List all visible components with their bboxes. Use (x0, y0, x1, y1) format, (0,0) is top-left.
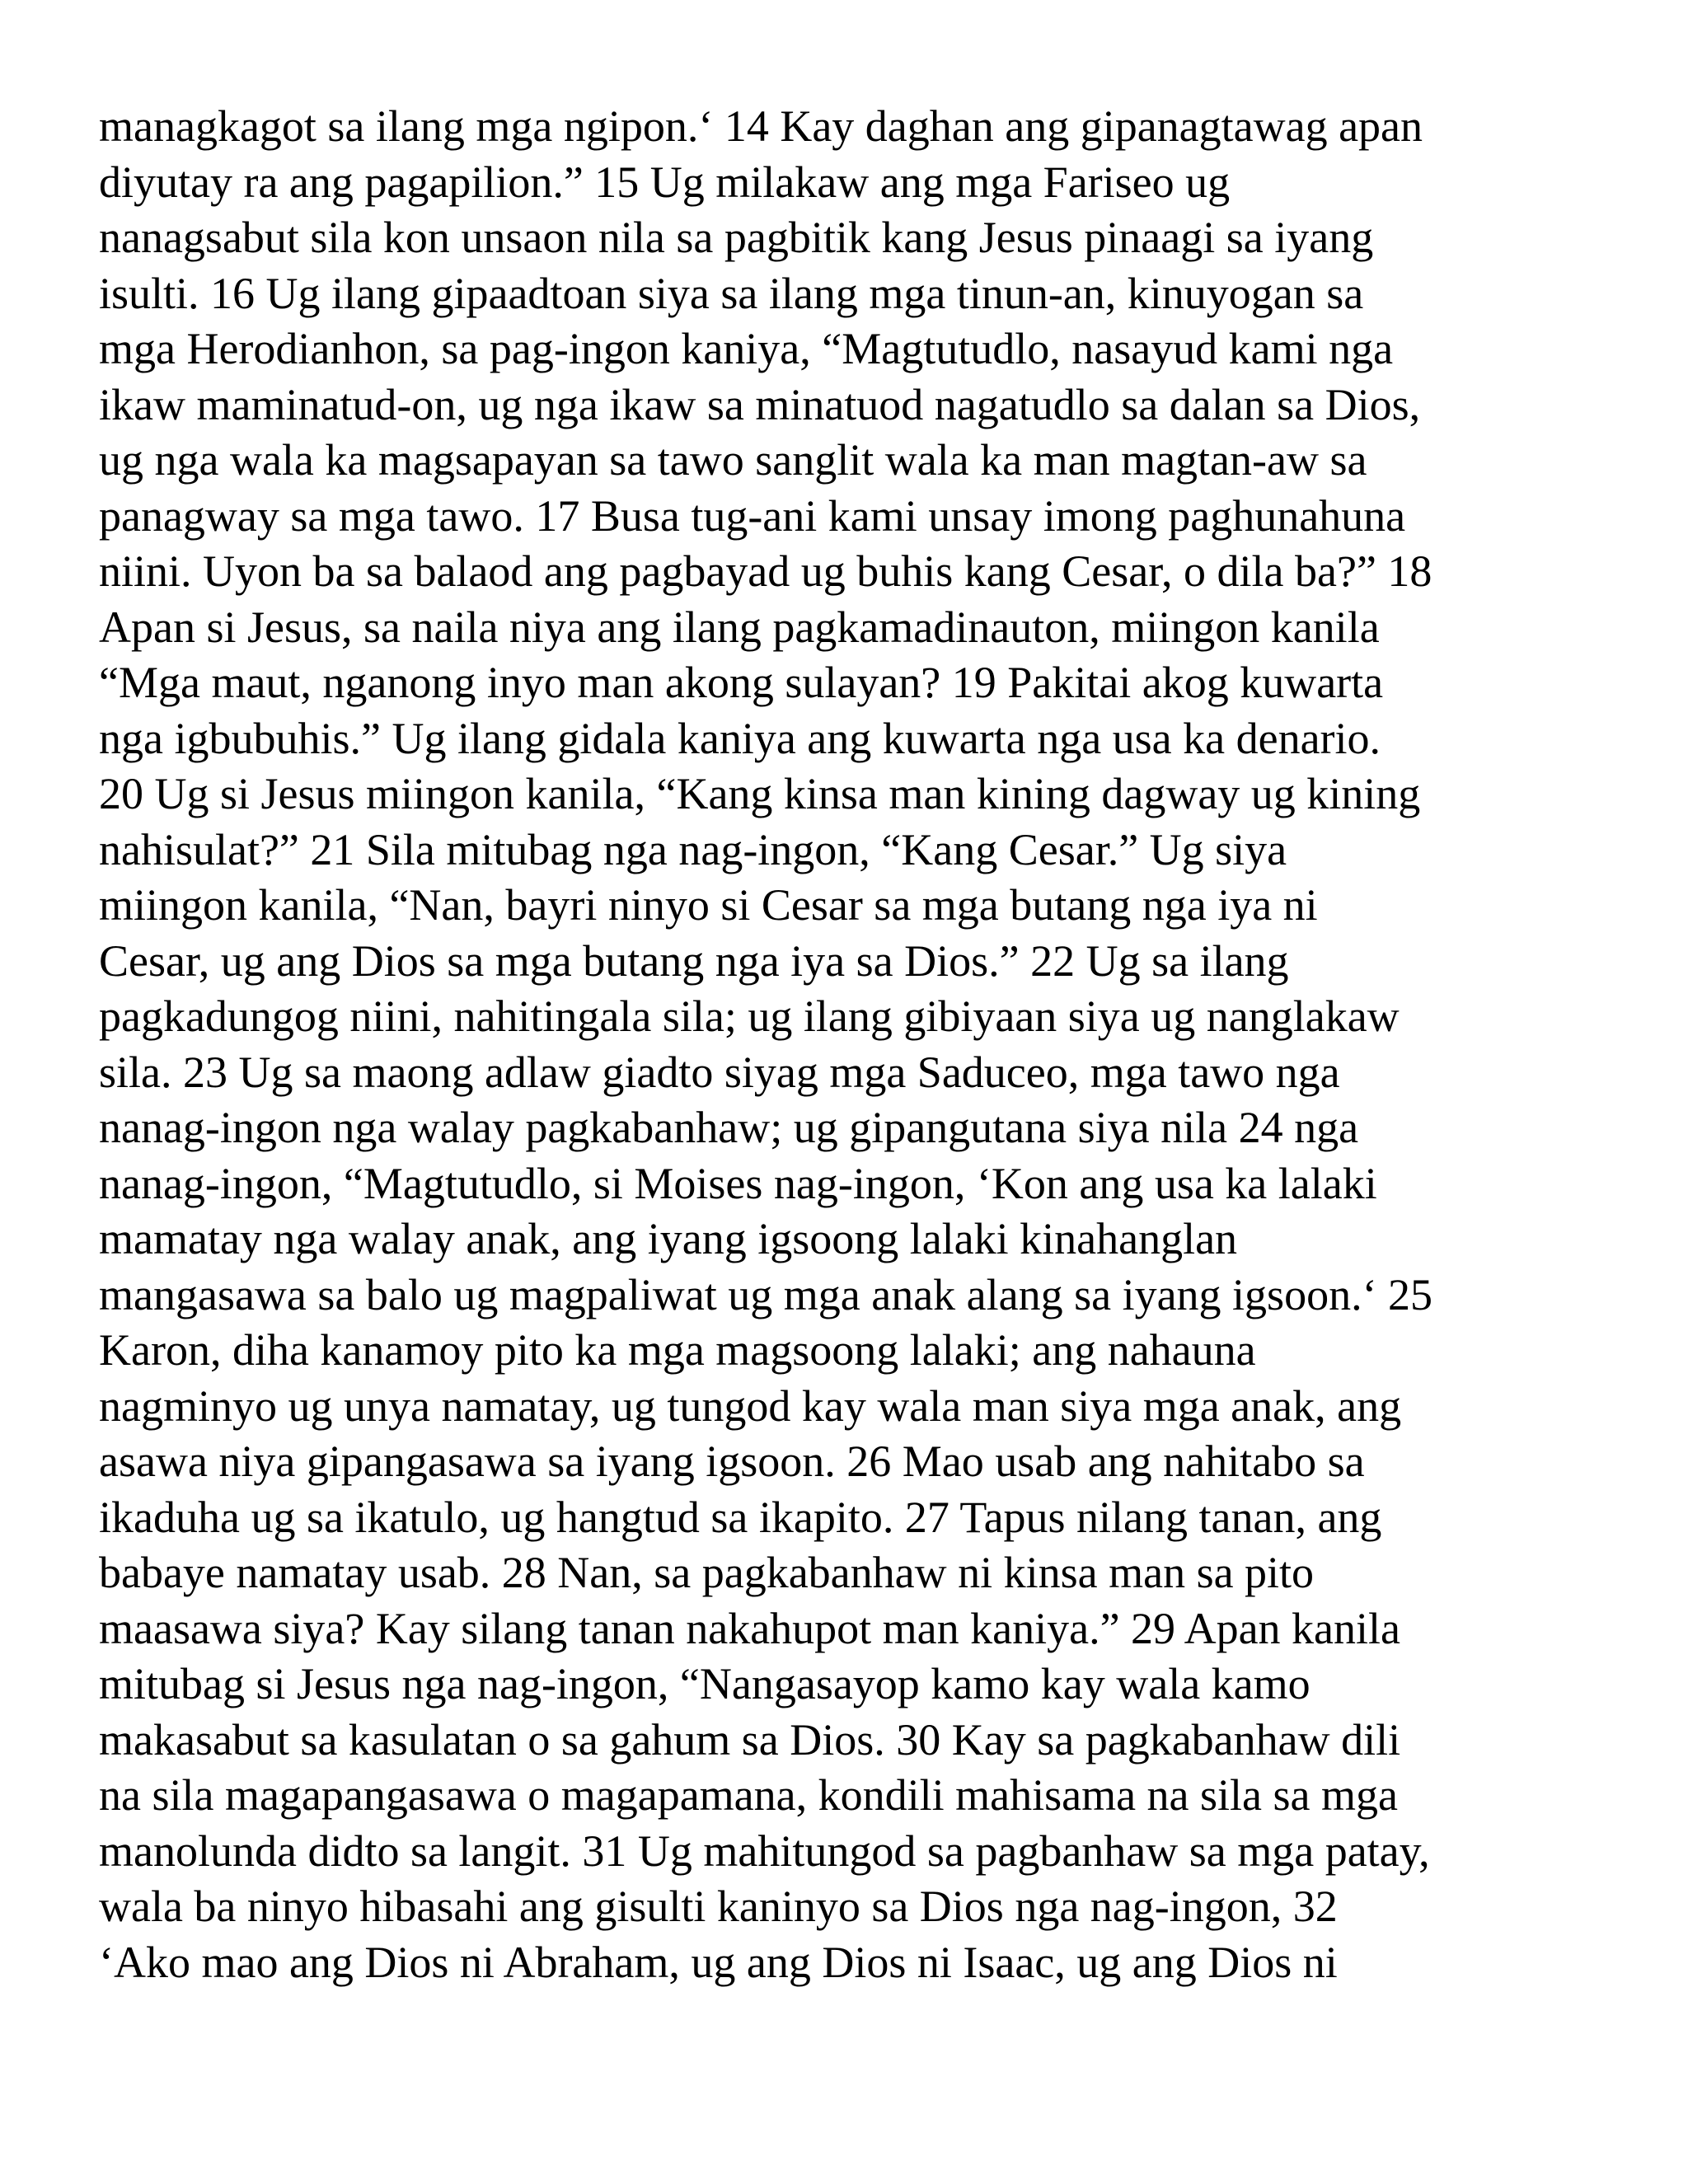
text-line: mitubag si Jesus nga nag-ingon, “Nangasayop kamo kay wala kamo (99, 1659, 1311, 1708)
text-line: Cesar, ug ang Dios sa mga butang nga iya sa Dios.” 22 Ug sa ilang (99, 935, 1289, 986)
text-line: ug nga wala ka magsapayan sa tawo sanglit wala ka man magtan-aw sa (99, 435, 1367, 485)
text-line: nagminyo ug unya namatay, ug tungod kay wala man siya mga anak, ang (99, 1380, 1402, 1431)
text-line: panagway sa mga tawo. 17 Busa tug-ani kami unsay imong paghunahuna (99, 490, 1406, 541)
text-line: nanag-ingon, “Magtutudlo, si Moises nag-ingon, ‘Kon ang usa ka lalaki (99, 1158, 1377, 1208)
text-line: ‘Ako mao ang Dios ni Abraham, ug ang Dios ni Isaac, ug ang Dios ni (99, 1937, 1338, 1987)
text-line: mga Herodianhon, sa pag-ingon kaniya, “Magtutudlo, nasayud kami nga (99, 324, 1394, 373)
text-line: mangasawa sa balo ug magpaliwat ug mga anak alang sa iyang igsoon.‘ 25 (99, 1269, 1433, 1319)
text-line: nahisulat?” 21 Sila mitubag nga nag-ingon, “Kang Cesar.” Ug siya (99, 824, 1287, 874)
text-line: maasawa siya? Kay silang tanan nakahupot man kaniya.” 29 Apan kanila (99, 1603, 1400, 1653)
text-line: pagkadungog niini, nahitingala sila; ug ilang gibiyaan siya ug nanglakaw (99, 991, 1400, 1041)
scripture-text-block (99, 99, 1607, 1990)
text-line: isulti. 16 Ug ilang gipaadtoan siya sa ilang mga tinun-an, kinuyogan sa (99, 268, 1364, 318)
text-line: wala ba ninyo hibasahi ang gisulti kaninyo sa Dios nga nag-ingon, 32 (99, 1882, 1338, 1931)
text-line: nanag-ingon nga walay pagkabanhaw; ug gipangutana siya nila 24 nga (99, 1103, 1359, 1152)
text-line: babaye namatay usab. 28 Nan, sa pagkabanhaw ni kinsa man sa pito (99, 1548, 1315, 1597)
text-line: nanagsabut sila kon unsaon nila sa pagbitik kang Jesus pinaagi sa iyang (99, 213, 1374, 262)
text-line: asawa niya gipangasawa sa iyang igsoon. 26 Mao usab ang nahitabo sa (99, 1436, 1365, 1486)
text-line: Karon, diha kanamoy pito ka mga magsoong lalaki; ang nahauna (99, 1325, 1256, 1375)
text-line: makasabut sa kasulatan o sa gahum sa Dios. 30 Kay sa pagkabanhaw dili (99, 1714, 1401, 1765)
text-line: managkagot sa ilang mga ngipon.‘ 14 Kay daghan ang gipanagtawag apan (99, 101, 1423, 151)
text-line: mamatay nga walay anak, ang iyang igsoong lalaki kinahanglan (99, 1214, 1238, 1263)
text-line: sila. 23 Ug sa maong adlaw giadto siyag mga Saduceo, mga tawo nga (99, 1047, 1340, 1097)
text-line: niini. Uyon ba sa balaod ang pagbayad ug buhis kang Cesar, o dila ba?” 18 (99, 546, 1432, 596)
text-line: miingon kanila, “Nan, bayri ninyo si Cesar sa mga butang nga iya ni (99, 880, 1318, 930)
text-line: manolunda didto sa langit. 31 Ug mahitungod sa pagbanhaw sa mga patay, (99, 1825, 1430, 1876)
text-line: 20 Ug si Jesus miingon kanila, “Kang kinsa man kining dagway ug kining (99, 769, 1421, 818)
text-line: nga igbubuhis.” Ug ilang gidala kaniya ang kuwarta nga usa ka denario. (99, 713, 1381, 763)
text-line: na sila magapangasawa o magapamana, kondili mahisama na sila sa mga (99, 1770, 1398, 1820)
text-line: Apan si Jesus, sa naila niya ang ilang pagkamadinauton, miingon kanila (99, 602, 1380, 652)
text-line: ikaw maminatud-on, ug nga ikaw sa minatuod nagatudlo sa dalan sa Dios, (99, 379, 1421, 429)
text-line: ikaduha ug sa ikatulo, ug hangtud sa ikapito. 27 Tapus nilang tanan, ang (99, 1492, 1382, 1542)
text-line: diyutay ra ang pagapilion.” 15 Ug milakaw ang mga Fariseo ug (99, 157, 1231, 207)
text-line: “Mga maut, nganong inyo man akong sulayan? 19 Pakitai akog kuwarta (99, 658, 1384, 707)
